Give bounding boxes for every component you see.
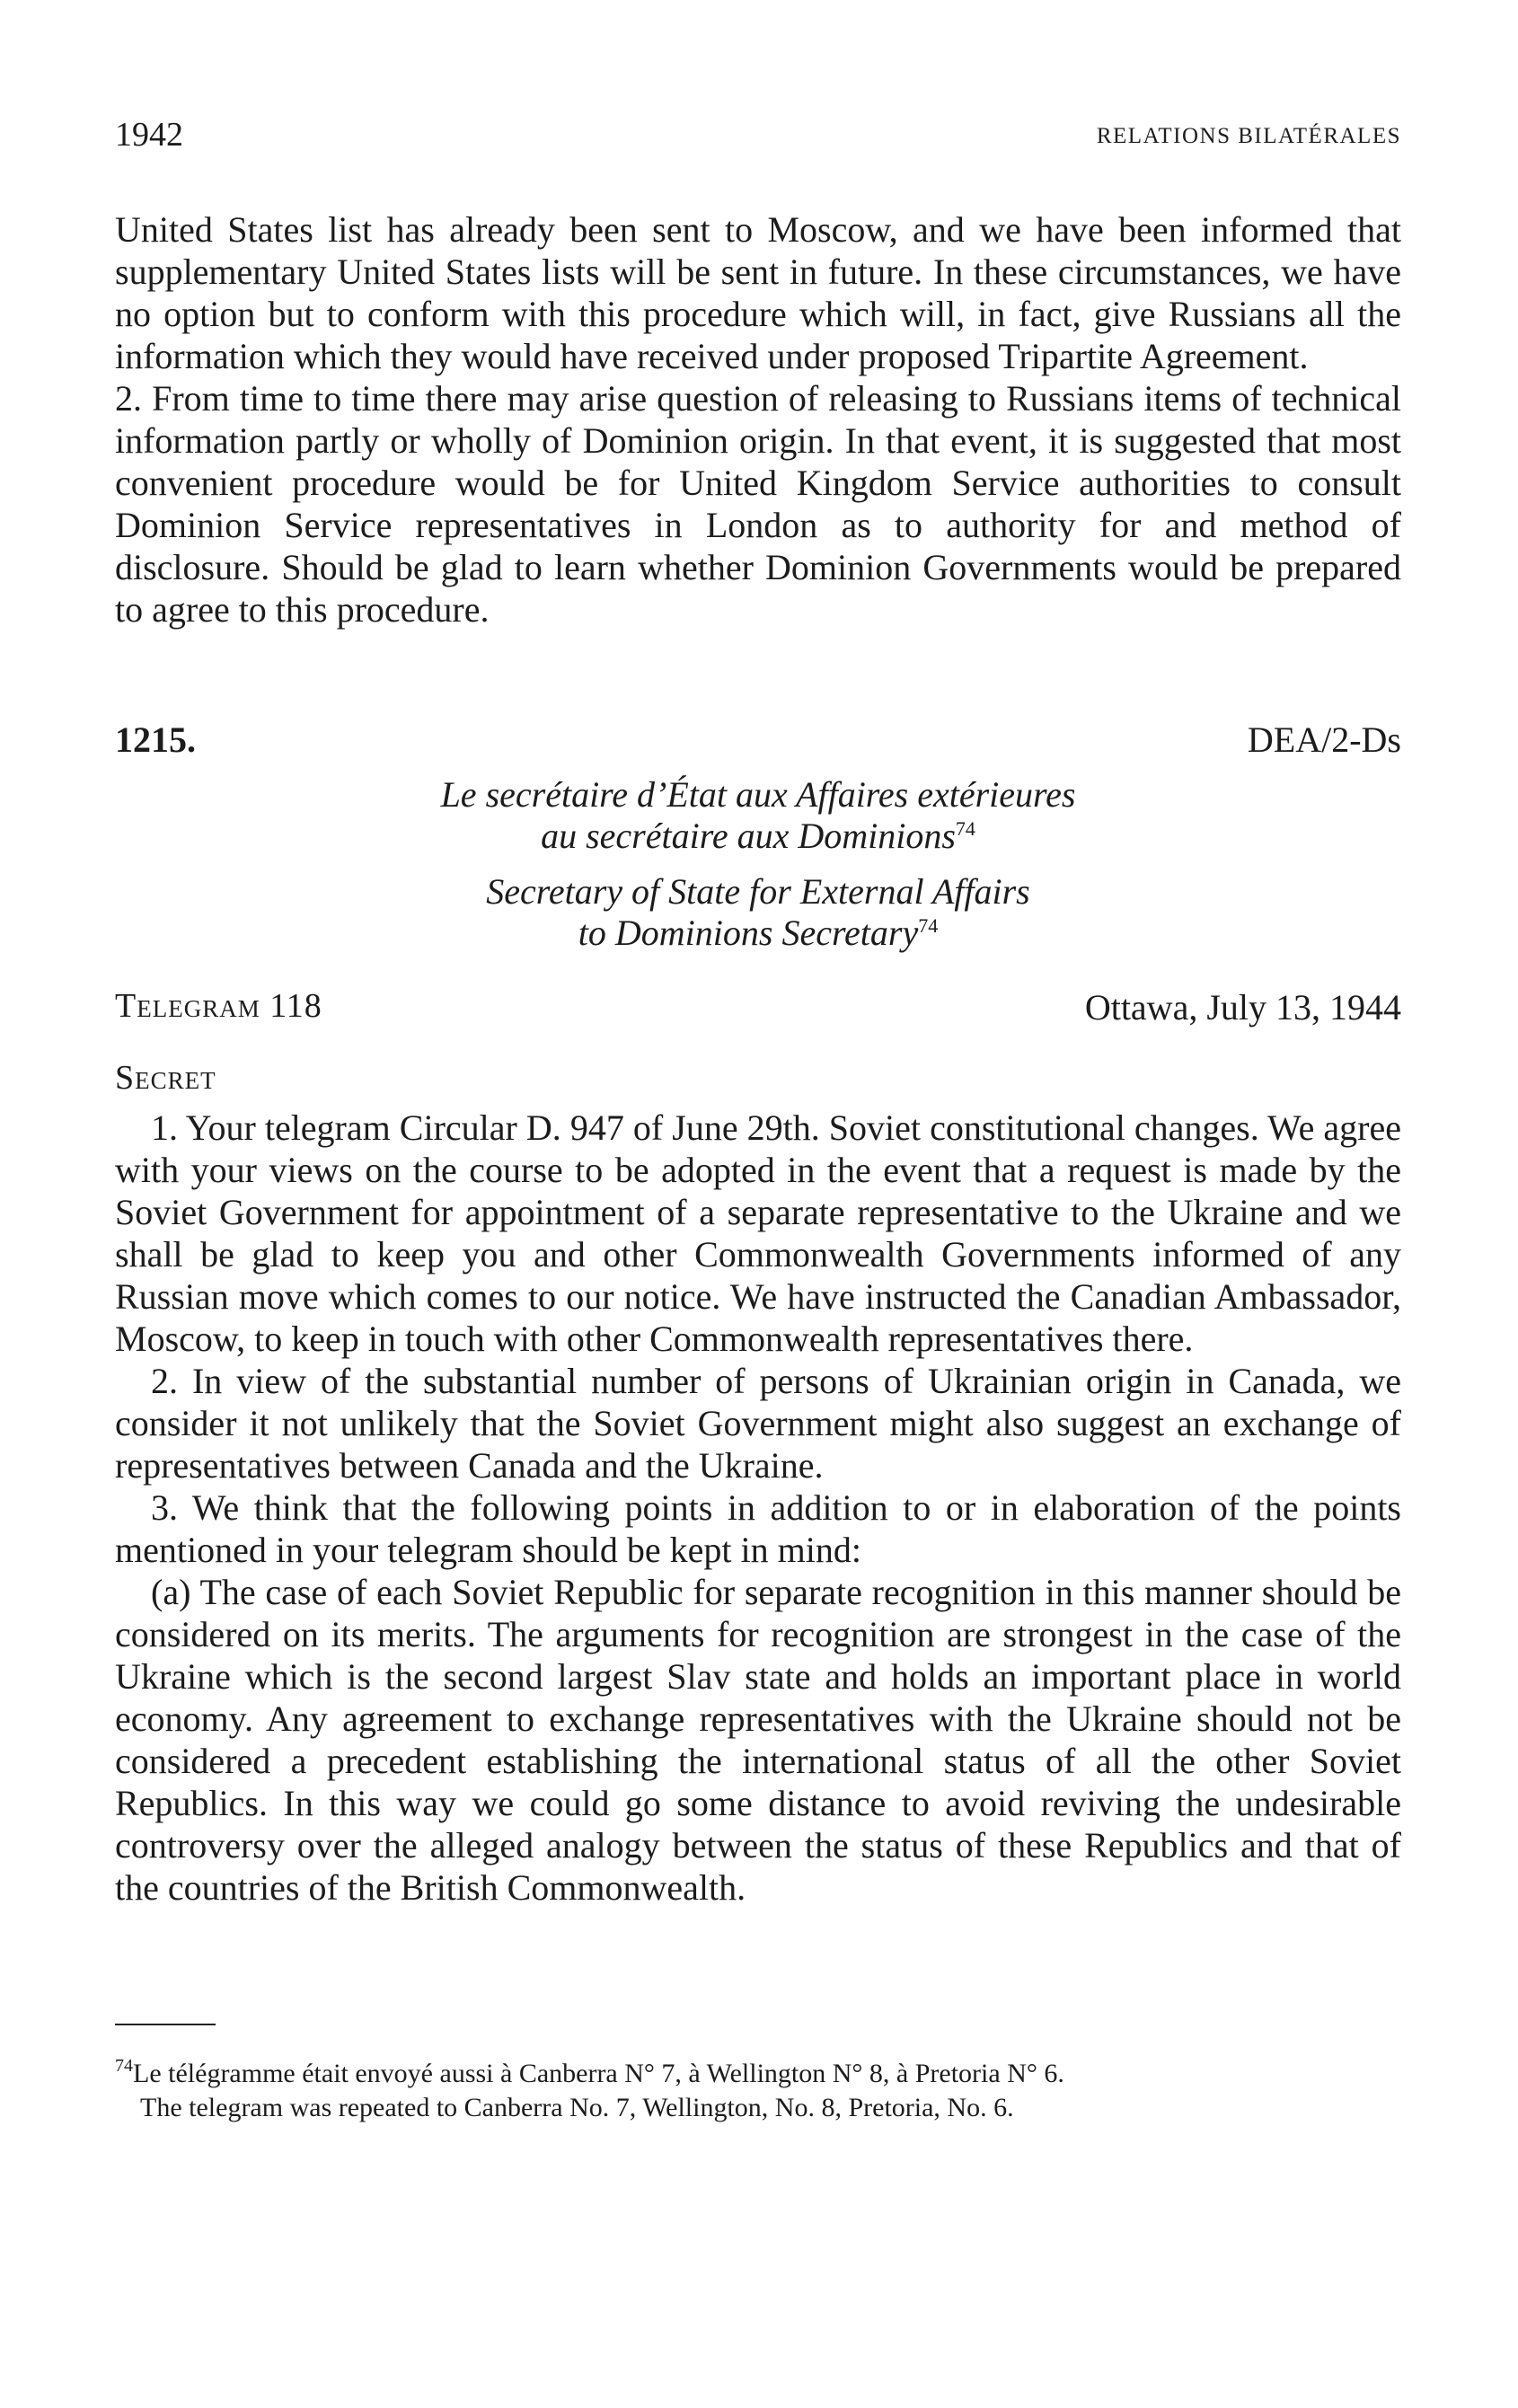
footnote-rule (115, 2024, 216, 2025)
footnote-number: 74 (115, 2056, 133, 2076)
file-reference: DEA/2-Ds (1247, 719, 1401, 760)
document-number: 1215. (115, 719, 196, 760)
page-number: 1942 (115, 116, 183, 154)
title-fr-line-1: Le secrétaire d’État aux Affaires extérieures (440, 774, 1076, 815)
footnotes (115, 2057, 1401, 2125)
document-header (115, 719, 1401, 763)
telegram-paragraph-1: 1. Your telegram Circular D. 947 of June 29th. Soviet constitutional changes. We agree with your views on the course to be adopted in the event that a request is made by the Soviet Government for appointment of a separate representative to the Ukraine and we shall be glad to keep you and other Commonwealth Governments informed of any Russian move which comes to our notice. We have instructed the Canadian Ambassador, Moscow, to keep in touch with other Commonwealth representatives there. (115, 1107, 1401, 1359)
document-title-french (115, 774, 1401, 857)
footnote-marker: 74 (918, 914, 939, 937)
telegram-paragraph-4: (a) The case of each Soviet Republic for separate recognition in this manner should be considered on its merits. The arguments for recognition are strongest in the case of the Ukraine which is the second largest Slav state and holds an important place in world economy. Any agreement to exchange representatives with the Ukraine should not be considered a precedent establishing the international status of all the other Soviet Republics. In this way we could go some distance to avoid reviving the undesirable controversy over the alleged analogy between the status of these Republics and that of the countries of the British Commonwealth. (115, 1572, 1401, 1908)
telegram-paragraph-2: 2. In view of the substantial number of persons of Ukrainian origin in Canada, we consider it not unlikely that the Soviet Government might also suggest an exchange of representatives between Canada and the Ukraine. (115, 1361, 1401, 1486)
continuation-paragraph-1: United States list has already been sent to Moscow, and we have been informed that supplementary United States lists will be sent in future. In these circumstances, we have no option but to conform with this procedure which will, in fact, give Russians all the information which they would have received under proposed Tripartite Agreement. (115, 209, 1401, 376)
telegram-label: Telegram 118 (115, 987, 322, 1025)
continuation-text (115, 208, 1401, 631)
classification: Secret (115, 1059, 216, 1097)
telegram-body (115, 1107, 1401, 1909)
section-title: RELATIONS BILATÉRALES (1096, 124, 1401, 148)
title-en-line-1: Secretary of State for External Affairs (486, 871, 1030, 912)
running-head (115, 115, 1401, 154)
footnote-english: The telegram was repeated to Canberra No. 7, Wellington, No. 8, Pretoria, No. 6. (140, 2093, 1014, 2122)
telegram-paragraph-3: 3. We think that the following points in addition to or in elaboration of the points mentioned in your telegram should be kept in mind: (115, 1487, 1401, 1570)
footnote-marker: 74 (955, 817, 975, 840)
continuation-paragraph-2: 2. From time to time there may arise question of releasing to Russians items of technical information partly or wholly of Dominion origin. In that event, it is suggested that most convenient procedure would be for United Kingdom Service authorities to consult Dominion Service representatives in London as to authority for and method of disclosure. Should be glad to learn whether Dominion Governments would be prepared to agree to this procedure. (115, 378, 1401, 630)
telegram-line (115, 986, 1401, 1031)
title-en-line-2: to Dominions Secretary$^{74}$ (578, 913, 939, 953)
title-fr-line-2: au secrétaire aux Dominions$^{74}$ (541, 816, 975, 856)
document-title-english (115, 871, 1401, 954)
place-date: Ottawa, July 13, 1944 (1084, 987, 1401, 1028)
footnote-french: $^{74}$Le télégramme était envoyé aussi à Canberra N° 7, à Wellington N° 8, à Pretoria N° 6. (115, 2056, 1064, 2088)
